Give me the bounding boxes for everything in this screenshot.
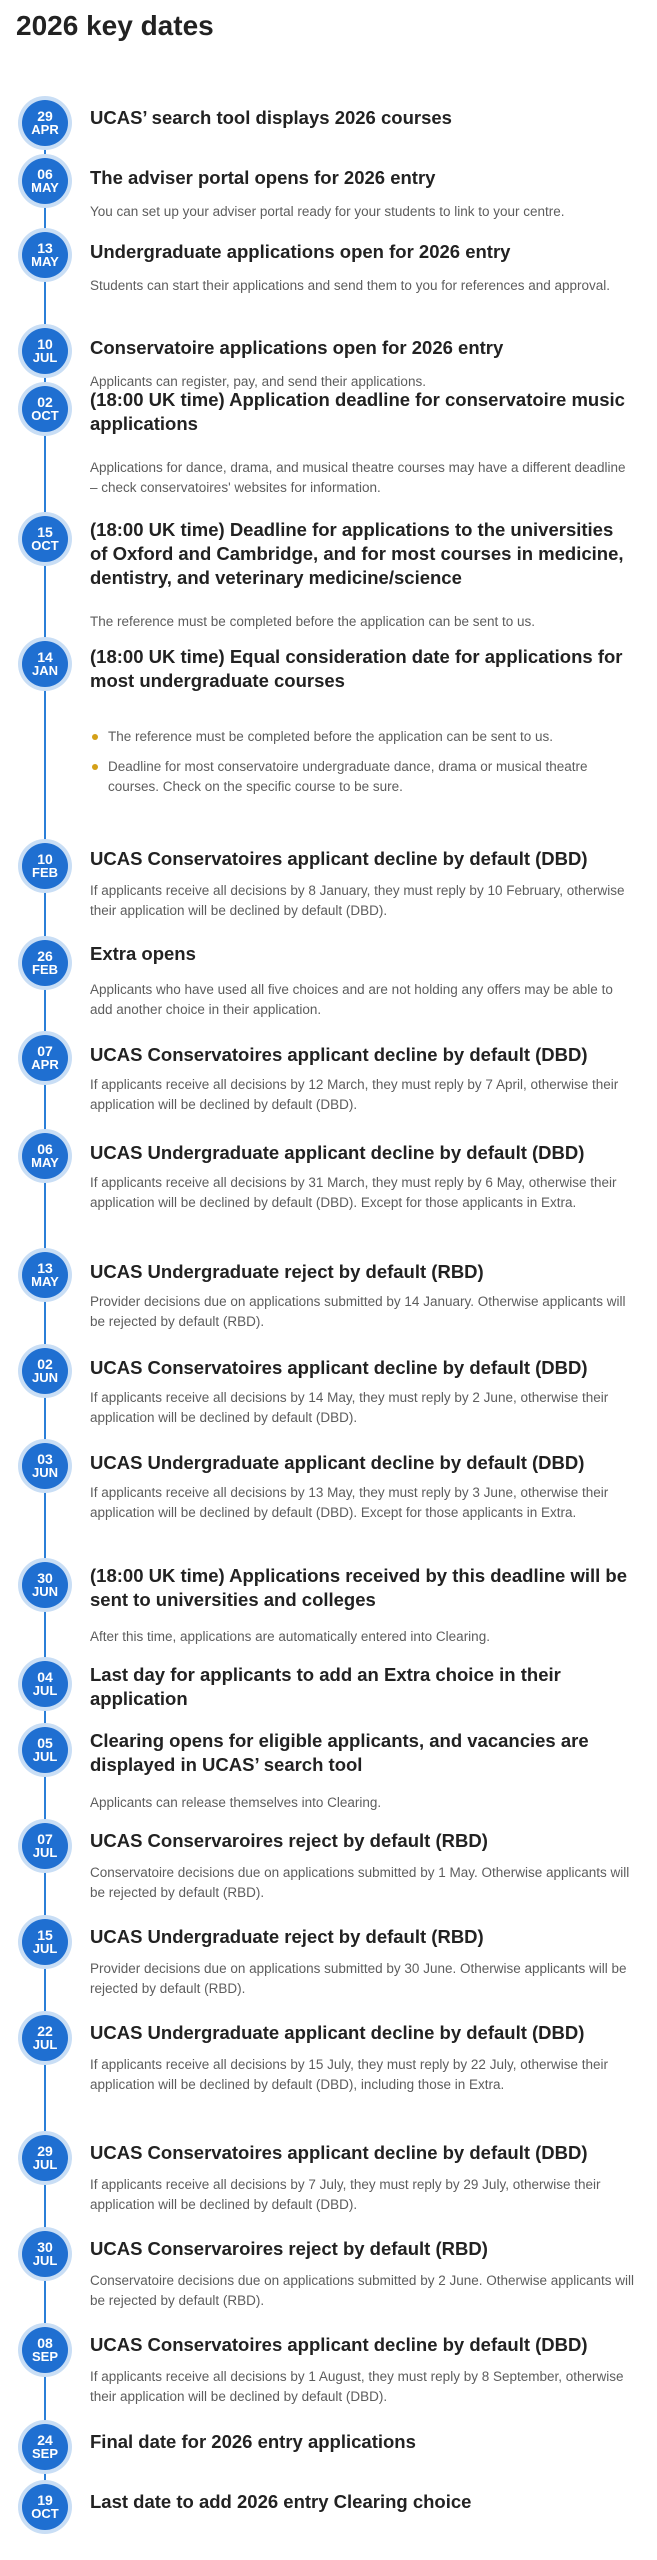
entry-description: If applicants receive all decisions by 14 May, they must reply by 2 June, otherwise their application will be declined by default (DBD). [90,1390,609,1425]
entry-heading: The adviser portal opens for 2026 entry [90,167,436,188]
date-month: JUL [32,1941,58,1956]
bullet-dot-icon [92,764,98,770]
date-month: SEP [31,2446,58,2461]
date-day: 19 [37,2492,53,2508]
date-badge [22,2015,68,2061]
date-month: MAY [31,254,59,269]
entry-description: Conservatoire decisions due on applications submitted by 2 June. Otherwise applicants will be rejected by default (RBD). [90,2273,635,2308]
date-badge [22,1348,68,1394]
date-month: JUL [32,350,58,365]
date-badge [22,1252,68,1298]
date-month: JUL [32,1683,58,1698]
entry-description: You can set up your adviser portal ready for your students to link to your centre. [90,204,565,219]
date-day: 07 [37,1831,53,1847]
date-badge [22,1727,68,1773]
entry-heading: UCAS Undergraduate applicant decline by default (DBD) [90,1142,585,1163]
date-day: 05 [37,1735,53,1751]
entry-heading: (18:00 UK time) Application deadline for conservatoire music applications [90,389,625,434]
entry-description: If applicants receive all decisions by 15 July, they must reply by 22 July, otherwise their application will be declined by default (DBD), including those in Extra. [90,2057,608,2092]
entry-description: If applicants receive all decisions by 13 May, they must reply by 3 June, otherwise their application will be declined by default (DBD). Except for those applicants in Extra. [90,1485,609,1520]
entry-heading: UCAS’ search tool displays 2026 courses [90,107,452,128]
date-day: 15 [37,1927,53,1943]
entry-heading: UCAS Conservatoires applicant decline by default (DBD) [90,1357,588,1378]
entry-description: If applicants receive all decisions by 7 July, they must reply by 29 July, otherwise their application will be declined by default (DBD). [90,2177,601,2212]
date-badge [22,2231,68,2277]
date-badge [22,516,68,562]
entry-heading: (18:00 UK time) Deadline for applications to the universities of Oxford and Cambridge, and for most courses in medicine, dentistry, and veterinary medicine/science [90,519,624,588]
date-badge [22,328,68,374]
date-day: 08 [37,2335,53,2351]
entry-heading: UCAS Conservaroires reject by default (RBD) [90,1830,488,1851]
entry-description: Applicants who have used all five choices and are not holding any offers may be able to add another choice in their application. [90,982,613,1017]
date-month: OCT [31,2506,59,2521]
entry-description: Provider decisions due on applications submitted by 14 January. Otherwise applicants will be rejected by default (RBD). [90,1294,626,1329]
date-day: 14 [37,649,53,665]
bullet-dot-icon [92,734,98,740]
date-badge [22,100,68,146]
date-day: 29 [37,2143,53,2159]
date-month: JUL [32,2037,58,2052]
date-day: 10 [37,851,53,867]
entry-heading: UCAS Conservatoires applicant decline by default (DBD) [90,1044,588,1065]
date-badge [22,1919,68,1965]
date-month: MAY [31,180,59,195]
date-badge [22,386,68,432]
date-month: JUL [32,2157,58,2172]
entry-description: The reference must be completed before the application can be sent to us. [90,614,536,629]
date-month: JUL [32,1845,58,1860]
date-month: JUN [31,1465,58,1480]
entry-description: If applicants receive all decisions by 1 August, they must reply by 8 September, otherwise their application will be declined by default (DBD). [90,2369,624,2404]
date-day: 15 [37,524,53,540]
entry-bullet: Deadline for most conservatoire undergraduate dance, drama or musical theatre courses. Check on the specific course to be sure. [108,759,588,794]
entry-heading: UCAS Undergraduate applicant decline by default (DBD) [90,2022,585,2043]
date-badge [22,1133,68,1179]
date-day: 22 [37,2023,53,2039]
date-badge [22,232,68,278]
entry-heading: UCAS Conservaroires reject by default (RBD) [90,2238,488,2259]
entry-description: Students can start their applications and send them to you for references and approval. [90,278,611,293]
entry-heading: Last day for applicants to add an Extra choice in their application [90,1664,561,1709]
date-day: 06 [37,166,53,182]
entry-bullet: The reference must be completed before the application can be sent to us. [108,729,554,744]
date-badge [22,641,68,687]
date-month: MAY [31,1155,59,1170]
date-badge [22,2327,68,2373]
entry-heading: Extra opens [90,943,196,964]
entry-description: If applicants receive all decisions by 12 March, they must reply by 7 April, otherwise their application will be declined by default (DBD). [90,1077,619,1112]
entry-description: Applicants can register, pay, and send their applications. [90,374,426,389]
date-month: SEP [31,2349,58,2364]
date-month: OCT [31,538,59,553]
date-day: 04 [37,1669,53,1685]
entry-description: Applications for dance, drama, and musical theatre courses may have a different deadline – check conservatoires' websites for information. [90,460,626,495]
entry-heading: Conservatoire applications open for 2026 entry [90,337,504,358]
date-day: 03 [37,1451,53,1467]
entry-heading: Undergraduate applications open for 2026 entry [90,241,511,262]
date-day: 26 [37,948,53,964]
entry-heading: UCAS Conservatoires applicant decline by default (DBD) [90,2334,588,2355]
entry-description: If applicants receive all decisions by 8 January, they must reply by 10 February, otherwise their application will be declined by default (DBD). [90,883,625,918]
date-day: 13 [37,1260,53,1276]
date-day: 30 [37,2239,53,2255]
date-day: 10 [37,336,53,352]
date-badge [22,1443,68,1489]
date-day: 30 [37,1570,53,1586]
entry-description: Applicants can release themselves into Clearing. [90,1795,382,1810]
page-title: 2026 key dates [16,10,214,41]
entry-heading: Final date for 2026 entry applications [90,2431,416,2452]
date-day: 29 [37,108,53,124]
date-day: 07 [37,1043,53,1059]
entry-heading: UCAS Undergraduate reject by default (RBD) [90,1261,484,1282]
entry-heading: UCAS Undergraduate reject by default (RBD) [90,1926,484,1947]
date-badge [22,1661,68,1707]
entry-description: If applicants receive all decisions by 31 March, they must reply by 6 May, otherwise their application will be declined by default (DBD). Except for those applicants in Extra. [90,1175,617,1210]
date-day: 24 [37,2432,53,2448]
date-badge [22,1562,68,1608]
date-badge [22,2484,68,2530]
date-month: FEB [32,865,58,880]
date-badge [22,2424,68,2470]
date-day: 02 [37,1356,53,1372]
entry-description: Provider decisions due on applications submitted by 30 June. Otherwise applicants will be rejected by default (RBD). [90,1961,627,1996]
entry-heading: Clearing opens for eligible applicants, and vacancies are displayed in UCAS’ search tool [90,1730,589,1775]
entry-heading: UCAS Conservatoires applicant decline by default (DBD) [90,848,588,869]
date-month: APR [31,1057,59,1072]
date-badge [22,940,68,986]
date-month: JAN [31,663,58,678]
date-month: FEB [32,962,58,977]
entry-heading: (18:00 UK time) Equal consideration date for applications for most undergraduate courses [90,646,623,691]
date-day: 02 [37,394,53,410]
date-month: JUL [32,2253,58,2268]
date-badge [22,1823,68,1869]
date-badge [22,158,68,204]
entry-heading: (18:00 UK time) Applications received by this deadline will be sent to universities and colleges [90,1565,627,1610]
date-month: JUN [31,1370,58,1385]
entry-heading: UCAS Conservatoires applicant decline by default (DBD) [90,2142,588,2163]
date-month: JUN [31,1584,58,1599]
entry-heading: UCAS Undergraduate applicant decline by default (DBD) [90,1452,585,1473]
entry-description: Conservatoire decisions due on applications submitted by 1 May. Otherwise applicants will be rejected by default (RBD). [90,1865,630,1900]
date-month: APR [31,122,59,137]
date-badge [22,843,68,889]
date-month: OCT [31,408,59,423]
date-month: JUL [32,1749,58,1764]
date-month: MAY [31,1274,59,1289]
date-badge [22,1035,68,1081]
entry-heading: Last date to add 2026 entry Clearing choice [90,2491,472,2512]
date-day: 13 [37,240,53,256]
date-badge [22,2135,68,2181]
date-day: 06 [37,1141,53,1157]
entry-description: After this time, applications are automatically entered into Clearing. [90,1629,490,1644]
